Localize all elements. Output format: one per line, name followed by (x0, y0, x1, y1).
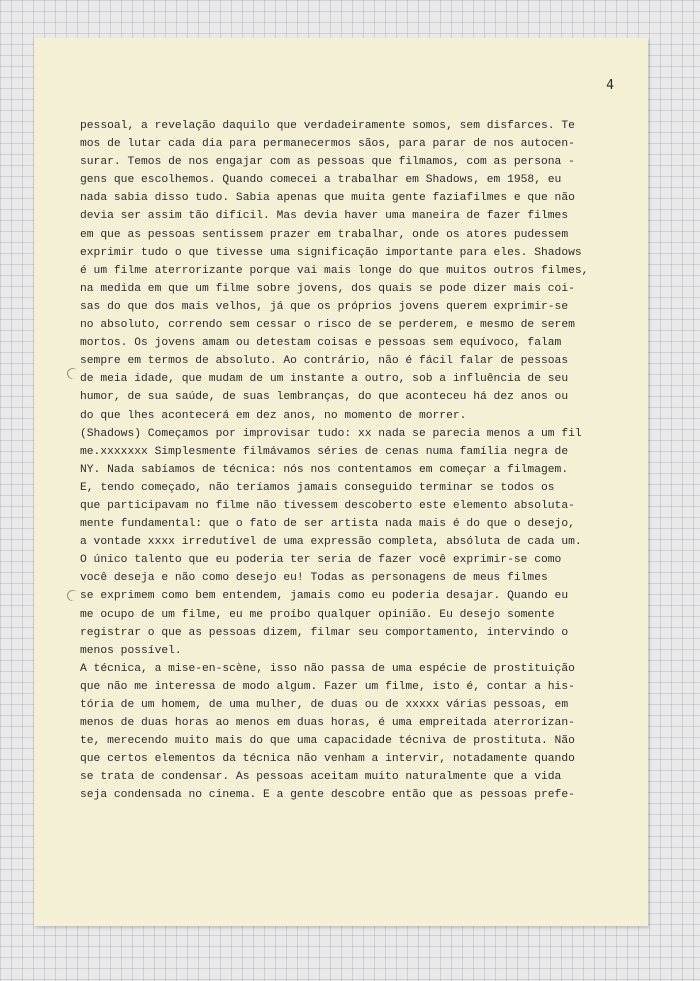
text-line: é um filme aterrorizante porque vai mais longe do que muitos outros filmes, (80, 264, 589, 277)
text-line: mos de lutar cada dia para permanecermos sãos, para parar de nos autocen- (80, 138, 575, 151)
text-line: E, tendo começado, não teríamos jamais conseguido terminar se todos os (80, 481, 555, 494)
text-line: na medida em que um filme sobre jovens, dos quais se pode dizer mais coi- (80, 282, 575, 295)
text-line: sempre em termos de absoluto. Ao contrário, não é fácil falar de pessoas (80, 355, 569, 368)
text-line: se trata de condensar. As pessoas aceitam muito naturalmente que a vida (80, 771, 562, 784)
text-line: você deseja e não como desejo eu! Todas as personagens de meus filmes (80, 572, 548, 585)
text-line: se exprimem como bem entendem, jamais como eu poderia desajar. Quando eu (80, 590, 569, 603)
text-line: gens que escolhemos. Quando comecei a trabalhar em Shadows, em 1958, eu (80, 174, 562, 187)
text-line: humor, de sua saúde, de suas lembranças, do que aconteceu há dez anos ou (80, 391, 569, 404)
text-line: mente fundamental: que o fato de ser artista nada mais é do que o desejo, (80, 518, 575, 531)
text-line: registrar o que as pessoas dizem, filmar seu comportamento, intervindo o (80, 626, 569, 639)
text-line: tória de um homem, de uma mulher, de duas ou de xxxxx várias pessoas, em (80, 699, 569, 711)
text-line: nada sabia disso tudo. Sabia apenas que muita gente faziafilmes e que não (80, 192, 575, 205)
text-line: (Shadows) Começamos por improvisar tudo: xx nada se parecia menos a um fil (80, 427, 582, 440)
text-line: me ocupo de um filme, eu me proíbo qualquer opinião. Eu desejo somente (80, 608, 555, 621)
typewritten-page (34, 38, 648, 926)
text-line: surar. Temos de nos engajar com as pessoas que filmamos, com as persona - (80, 156, 575, 169)
text-line: te, merecendo muito mais do que uma capacidade técniva de prostituta. Não (80, 735, 575, 748)
text-line: que certos elementos da técnica não venham a intervir, notadamente quando (80, 753, 575, 766)
text-line: pessoal, a revelação daquilo que verdadeiramente somos, sem disfarces. Te (80, 120, 575, 132)
text-line: menos possível. (80, 644, 182, 657)
text-line: menos de duas horas ao menos em duas horas, é uma empreitada aterrorizan- (80, 717, 575, 730)
text-line: exprimir tudo o que tivesse uma significação importante para eles. Shadows (80, 246, 582, 259)
text-line: me.xxxxxxx Simplesmente filmávamos séries de cenas numa família negra de (80, 445, 569, 458)
page-number: 4 (606, 78, 614, 93)
text-line: do que lhes acontecerá em dez anos, no momento de morrer. (80, 409, 467, 422)
typed-text-body (80, 117, 640, 805)
text-line: devia ser assim tão difícil. Mas devia haver uma maneira de fazer filmes (80, 210, 569, 223)
text-line: sas do que dos mais velhos, já que os próprios jovens querem exprimir-se (80, 300, 569, 313)
text-line: que participavam no filme não tivessem descoberto este elemento absoluta- (80, 499, 575, 512)
text-line: mortos. Os jovens amam ou detestam coisas e pessoas sem equívoco, falam (80, 337, 562, 350)
text-line: O único talento que eu poderia ter seria de fazer você exprimir-se como (80, 554, 562, 567)
text-line: A técnica, a mise-en-scène, isso não passa de uma espécie de prostituição (80, 662, 575, 675)
text-line: no absoluto, correndo sem cessar o risco de se perderem, e mesmo de serem (80, 319, 575, 332)
text-line: de meia idade, que mudam de um instante a outro, sob a influência de seu (80, 373, 569, 386)
text-line: que não me interessa de modo algum. Fazer um filme, isto é, contar a his- (80, 680, 575, 693)
punch-hole-mark (65, 588, 80, 603)
text-line: em que as pessoas sentissem prazer em trabalhar, onde os atores pudessem (80, 228, 569, 241)
text-line: NY. Nada sabíamos de técnica: nós nos contentamos em começar a filmagem. (80, 463, 569, 476)
text-line: a vontade xxxx irredutível de uma expressão completa, absóluta de cada um. (80, 536, 582, 549)
text-line: seja condensada no cinema. E a gente descobre então que as pessoas prefe- (80, 789, 575, 802)
punch-hole-mark (65, 366, 80, 381)
